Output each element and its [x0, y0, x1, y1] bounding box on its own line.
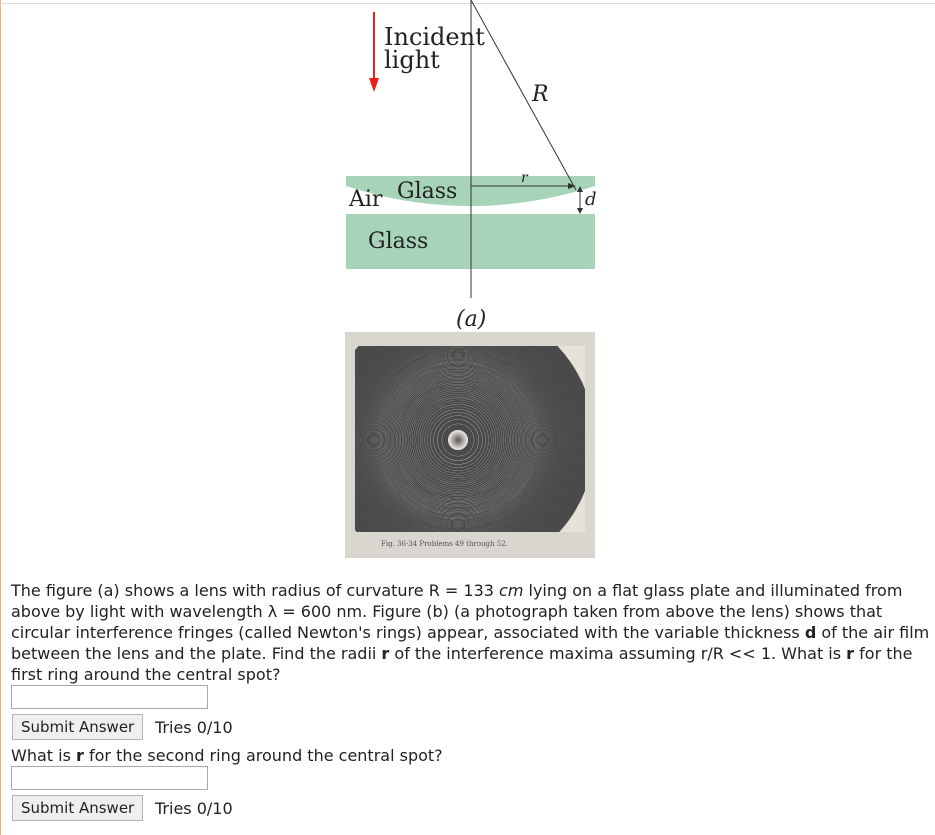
radius-label: R [532, 82, 549, 107]
tries-counter-2: Tries 0/10 [155, 799, 233, 818]
answer-input-1[interactable] [11, 685, 208, 709]
interference-rings [345, 332, 594, 558]
r-label: r [521, 170, 528, 186]
question-2: What is r for the second ring around the central spot? [11, 746, 443, 765]
newtons-rings-image [345, 332, 595, 558]
left-border [0, 0, 1, 835]
lens-glass-label: Glass [397, 179, 458, 204]
answer-input-2[interactable] [11, 766, 208, 790]
submit-answer-button-1[interactable]: Submit Answer [12, 714, 143, 740]
d-arrowhead-bottom [577, 208, 583, 214]
newtons-rings-photo [345, 332, 595, 558]
air-label: Air [349, 187, 383, 212]
d-label: d [585, 189, 597, 210]
incident-label-line2: light [384, 46, 440, 74]
problem-statement: The figure (a) shows a lens with radius of curvature R = 133 cm lying on a flat glass plate and illuminated from above by light with wavelength λ = 600 nm. Figure (b) (a photograph taken from above the lens) shows that circular interference fringes (called Newton's rings) appear, associated with the variable thickness d of the air film between the lens and the plate. Find the radii r of the interference maxima assuming r/R << 1. What is r for the first ring around the central spot? [11, 581, 930, 684]
plate-glass-label: Glass [368, 229, 429, 254]
submit-answer-button-2[interactable]: Submit Answer [12, 795, 143, 821]
photo-caption: Fig. 36-34 Problems 49 through 52. [381, 540, 508, 548]
tries-counter-1: Tries 0/10 [155, 718, 233, 737]
central-spot [449, 431, 467, 449]
incident-arrowhead [369, 78, 379, 92]
figure-a-diagram [340, 0, 610, 335]
figure-a-caption: (a) [456, 307, 487, 332]
radius-line [471, 0, 576, 190]
incident-label-line1: Incident [384, 23, 485, 51]
